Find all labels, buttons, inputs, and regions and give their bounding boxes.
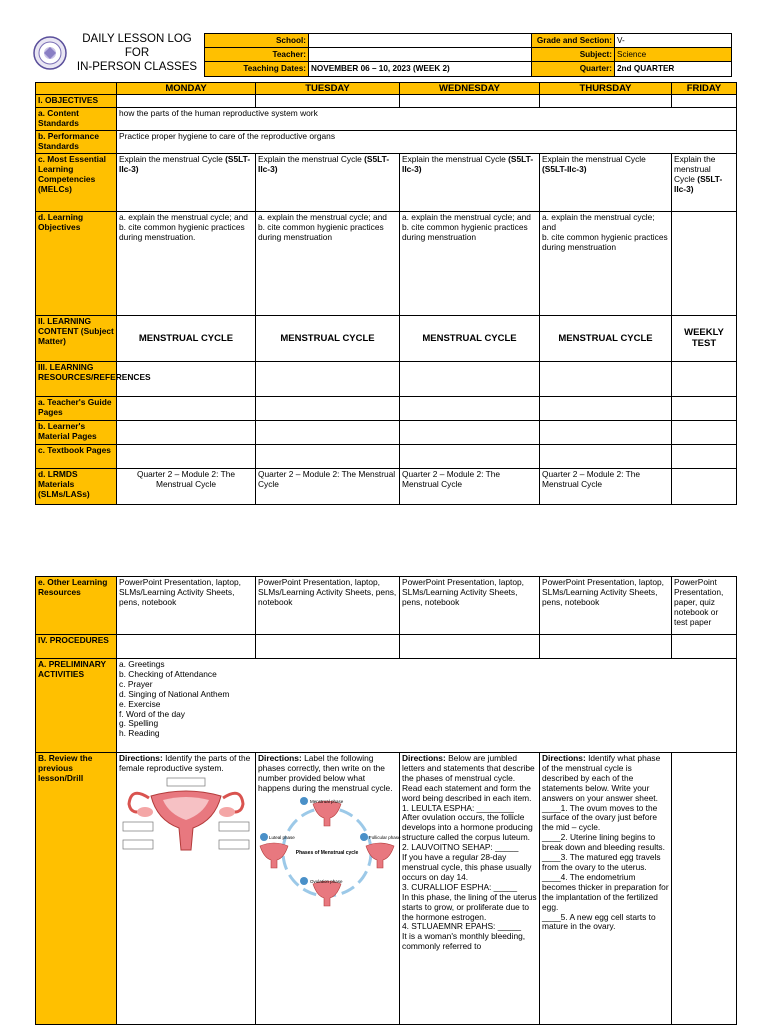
quarter-field[interactable]: 2nd QUARTER	[615, 62, 732, 77]
other-resources-thursday: PowerPoint Presentation, laptop, SLMs/Learning Activity Sheets, pens, notebook	[540, 577, 672, 635]
day-thursday: THURSDAY	[540, 83, 672, 95]
header-info-left	[204, 33, 532, 77]
topic-wednesday: MENSTRUAL CYCLE	[400, 315, 540, 361]
lrmds-wednesday: Quarter 2 – Module 2: The Menstrual Cycle	[400, 468, 540, 504]
review-tuesday: Directions: Label the following phases correctly, then write on the number provided below what happens during the menstrual cycle. Menstrual phase Luteal phase Follicular phase Ovulation phase Phases of Menstrual cycle	[256, 753, 400, 1025]
lesson-table-part-2	[35, 576, 737, 1025]
day-tuesday: TUESDAY	[256, 83, 400, 95]
female-reproductive-system-diagram	[119, 776, 253, 856]
lrmds-thursday: Quarter 2 – Module 2: The Menstrual Cycle	[540, 468, 672, 504]
content-standards-label: a. Content Standards	[36, 108, 117, 131]
review-thursday: Directions: Identify what phase of the menstrual cycle is described by each of the statements below. Write your answers on your answer sheet. ____1. The ovum moves to the surface of the ovary just before the mid – cycle. ____2. Uterine lining begins to break down and bleeding results. ____3. The matured egg travels from the ovary to the uterus. ____4. The endometrium becomes thicker in preparation for the implantation of the fertilized egg. ____5. A new egg cell starts to mature in the ovary.	[540, 753, 672, 1025]
topic-thursday: MENSTRUAL CYCLE	[540, 315, 672, 361]
subject-label: Subject:	[532, 48, 615, 62]
lrmds-friday	[672, 468, 737, 504]
textbook-pages-label: c. Textbook Pages	[36, 444, 117, 468]
topic-monday: MENSTRUAL CYCLE	[117, 315, 256, 361]
directions-label: Directions:	[119, 753, 163, 763]
luteal-phase-label: Luteal phase	[269, 834, 295, 840]
melc-monday: Explain the menstrual Cycle (S5LT-IIc-3)	[117, 153, 256, 211]
lrmds-monday: Quarter 2 – Module 2: The Menstrual Cycle	[117, 468, 256, 504]
melc-friday: Explain the menstrual Cycle (S5LT-IIc-3)	[672, 153, 737, 211]
objectives-friday	[672, 211, 737, 315]
learning-content-label: II. LEARNING CONTENT (Subject Matter)	[36, 315, 117, 361]
title-line-2: FOR	[124, 46, 150, 59]
melc-tuesday: Explain the menstrual Cycle (S5LT-IIc-3)	[256, 153, 400, 211]
teacher-field[interactable]	[309, 48, 532, 62]
lrmds-label: d. LRMDS Materials (SLMs/LASs)	[36, 468, 117, 504]
subject-field[interactable]: Science	[615, 48, 732, 62]
header-blank	[36, 83, 117, 95]
review-drill-label: B. Review the previous lesson/Drill	[36, 753, 117, 1025]
menstrual-phase-label: Menstrual phase	[310, 798, 344, 804]
teaching-dates-label: Teaching Dates:	[205, 62, 309, 77]
title-line-1: DAILY LESSON LOG	[82, 33, 192, 45]
preliminary-activities-label: A. PRELIMINARY ACTIVITIES	[36, 659, 117, 753]
melc-thursday: Explain the menstrual Cycle (S5LT-IIc-3)	[540, 153, 672, 211]
performance-standards-value: Practice proper hygiene to care of the reproductive organs	[117, 130, 737, 153]
objectives-thursday: a. explain the menstrual cycle; and b. cite common hygienic practices during menstruation	[540, 211, 672, 315]
teachers-guide-label: a. Teacher's Guide Pages	[36, 396, 117, 420]
lesson-log-title	[70, 33, 204, 74]
other-resources-friday: PowerPoint Presentation, paper, quiz notebook or test paper	[672, 577, 737, 635]
school-field[interactable]	[309, 34, 532, 48]
review-monday: Directions: Identify the parts of the female reproductive system.	[117, 753, 256, 1025]
objectives-wednesday: a. explain the menstrual cycle; and b. cite common hygienic practices during menstruation	[400, 211, 540, 315]
menstrual-cycle-phases-diagram	[258, 796, 401, 912]
procedures-label: IV. PROCEDURES	[36, 635, 117, 659]
day-friday: FRIDAY	[672, 83, 737, 95]
melc-wednesday: Explain the menstrual Cycle (S5LT-IIc-3)	[400, 153, 540, 211]
review-friday	[672, 753, 737, 1025]
day-monday: MONDAY	[117, 83, 256, 95]
other-resources-monday: PowerPoint Presentation, laptop, SLMs/Learning Activity Sheets, pens, notebook	[117, 577, 256, 635]
learning-objectives-label: d. Learning Objectives	[36, 211, 117, 315]
content-standards-value: how the parts of the human reproductive system work	[117, 108, 737, 131]
other-resources-wednesday: PowerPoint Presentation, laptop, SLMs/Learning Activity Sheets, pens, notebook	[400, 577, 540, 635]
other-resources-tuesday: PowerPoint Presentation, laptop, SLMs/Learning Activity Sheets, pens, notebook	[256, 577, 400, 635]
topic-tuesday: MENSTRUAL CYCLE	[256, 315, 400, 361]
grade-section-field[interactable]: V-	[615, 34, 732, 48]
follicular-phase-label: Follicular phase	[369, 834, 401, 840]
day-header-row	[36, 83, 737, 95]
deped-seal-logo	[33, 36, 67, 70]
objectives-monday: a. explain the menstrual cycle; and b. cite common hygienic practices during menstruation.	[117, 211, 256, 315]
learning-resources-label: III. LEARNING RESOURCES/REFERENCES	[36, 361, 117, 396]
header-info-right	[531, 33, 732, 77]
teaching-dates-field[interactable]: NOVEMBER 06 – 10, 2023 (WEEK 2)	[309, 62, 532, 77]
lrmds-tuesday: Quarter 2 – Module 2: The Menstrual Cycle	[256, 468, 400, 504]
title-line-3: IN-PERSON CLASSES	[76, 60, 198, 73]
learners-material-label: b. Learner's Material Pages	[36, 420, 117, 444]
school-label: School:	[205, 34, 309, 48]
grade-section-label: Grade and Section:	[532, 34, 615, 48]
preliminary-activities-list: a. Greetings b. Checking of Attendance c. Prayer d. Singing of National Anthem e. Exercise f. Word of the day g. Spelling h. Reading	[117, 659, 737, 753]
objectives-label: I. OBJECTIVES	[36, 95, 117, 108]
topic-friday: WEEKLY TEST	[672, 315, 737, 361]
lesson-table-part-1	[35, 82, 737, 505]
melcs-label: c. Most Essential Learning Competencies (MELCs)	[36, 153, 117, 211]
other-resources-label: e. Other Learning Resources	[36, 577, 117, 635]
quarter-label: Quarter:	[532, 62, 615, 77]
phases-center-label: Phases of Menstrual cycle	[295, 849, 359, 856]
objectives-tuesday: a. explain the menstrual cycle; and b. cite common hygienic practices during menstruation	[256, 211, 400, 315]
teacher-label: Teacher:	[205, 48, 309, 62]
day-wednesday: WEDNESDAY	[400, 83, 540, 95]
review-wednesday: Directions: Below are jumbled letters and statements that describe the phases of menstrual cycle. Read each statement and form the word being described in each item. 1. LEULTA ESPHA: ________ After ovulation occurs, the follicle develops into a hormone producing structure called the corpus luteum. 2. LAUVOITNO SEHAP: _____ If you have a regular 28-day menstrual cycle, this phase usually occurs on day 14. 3. CURALLIOF ESPHA: _____ In this phase, the lining of the uterus starts to grow, or proliferate due to the hormone estrogen. 4. STLUAEMNR EPAHS: _____ It is a woman's monthly bleeding, commonly referred to	[400, 753, 540, 1025]
performance-standards-label: b. Performance Standards	[36, 130, 117, 153]
ovulation-phase-label: Ovulation phase	[310, 878, 343, 884]
